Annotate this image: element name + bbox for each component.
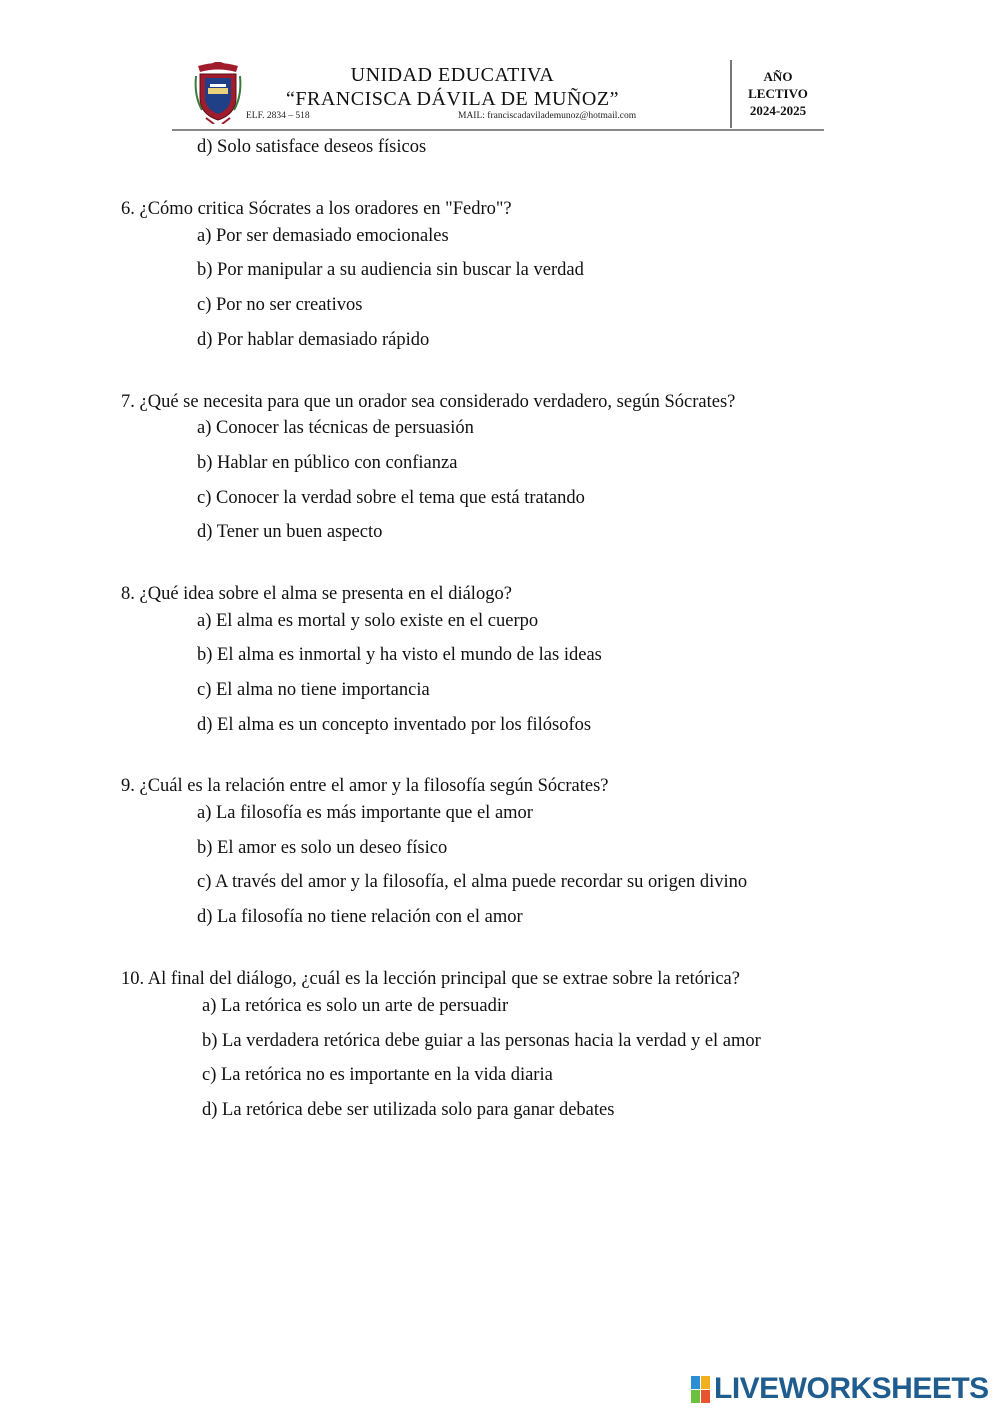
school-crest-icon (192, 62, 244, 124)
school-type: UNIDAD EDUCATIVA (350, 64, 555, 86)
question-9-option-a[interactable]: a) La filosofía es más importante que el amor (197, 803, 533, 823)
question-10-option-c[interactable]: c) La retórica no es importante en la vida diaria (202, 1065, 553, 1085)
header-divider (730, 60, 732, 128)
question-9: 9. ¿Cuál es la relación entre el amor y la filosofía según Sócrates? (121, 776, 609, 796)
question-6-option-d[interactable]: d) Por hablar demasiado rápido (197, 330, 430, 350)
school-name: “FRANCISCA DÁVILA DE MUÑOZ” (286, 88, 619, 110)
question-7-option-b[interactable]: b) Hablar en público con confianza (197, 453, 458, 473)
question-6-option-a[interactable]: a) Por ser demasiado emocionales (197, 226, 449, 246)
carryover-option-d[interactable]: d) Solo satisface deseos físicos (197, 137, 427, 157)
year-value: 2024-2025 (749, 103, 807, 118)
question-9-option-b[interactable]: b) El amor es solo un deseo físico (197, 838, 448, 858)
liveworksheets-brand: LIVEWORKSHEETS (714, 1372, 989, 1405)
question-7: 7. ¿Qué se necesita para que un orador sea considerado verdadero, según Sócrates? (121, 392, 736, 412)
question-9-option-d[interactable]: d) La filosofía no tiene relación con el amor (197, 907, 523, 927)
question-7-option-c[interactable]: c) Conocer la verdad sobre el tema que está tratando (197, 488, 585, 508)
question-8: 8. ¿Qué idea sobre el alma se presenta en el diálogo? (121, 584, 512, 604)
question-6-option-c[interactable]: c) Por no ser creativos (197, 295, 363, 315)
question-10-option-b[interactable]: b) La verdadera retórica debe guiar a las personas hacia la verdad y el amor (202, 1031, 761, 1051)
question-8-option-d[interactable]: d) El alma es un concepto inventado por los filósofos (197, 715, 592, 735)
school-phone: ELF. 2834 – 518 (246, 111, 310, 121)
year-label-1: AÑO (763, 69, 793, 84)
school-email: MAIL: franciscadavilademunoz@hotmail.com (458, 111, 637, 121)
question-8-option-c[interactable]: c) El alma no tiene importancia (197, 680, 430, 700)
header-underline (172, 129, 824, 131)
liveworksheets-logo-icon (691, 1376, 711, 1404)
question-10-option-a[interactable]: a) La retórica es solo un arte de persuadir (202, 996, 509, 1016)
question-10-option-d[interactable]: d) La retórica debe ser utilizada solo para ganar debates (202, 1100, 615, 1120)
question-6: 6. ¿Cómo critica Sócrates a los oradores en "Fedro"? (121, 199, 512, 219)
question-7-option-d[interactable]: d) Tener un buen aspecto (197, 522, 383, 542)
year-label-2: LECTIVO (748, 86, 808, 101)
page-header (0, 0, 1000, 135)
question-7-option-a[interactable]: a) Conocer las técnicas de persuasión (197, 418, 474, 438)
question-6-option-b[interactable]: b) Por manipular a su audiencia sin buscar la verdad (197, 260, 584, 280)
question-10: 10. Al final del diálogo, ¿cuál es la lección principal que se extrae sobre la retórica? (121, 969, 740, 989)
question-8-option-a[interactable]: a) El alma es mortal y solo existe en el cuerpo (197, 611, 539, 631)
question-9-option-c[interactable]: c) A través del amor y la filosofía, el alma puede recordar su origen divino (197, 872, 748, 892)
question-8-option-b[interactable]: b) El alma es inmortal y ha visto el mundo de las ideas (197, 645, 602, 665)
school-year-box (736, 68, 820, 119)
